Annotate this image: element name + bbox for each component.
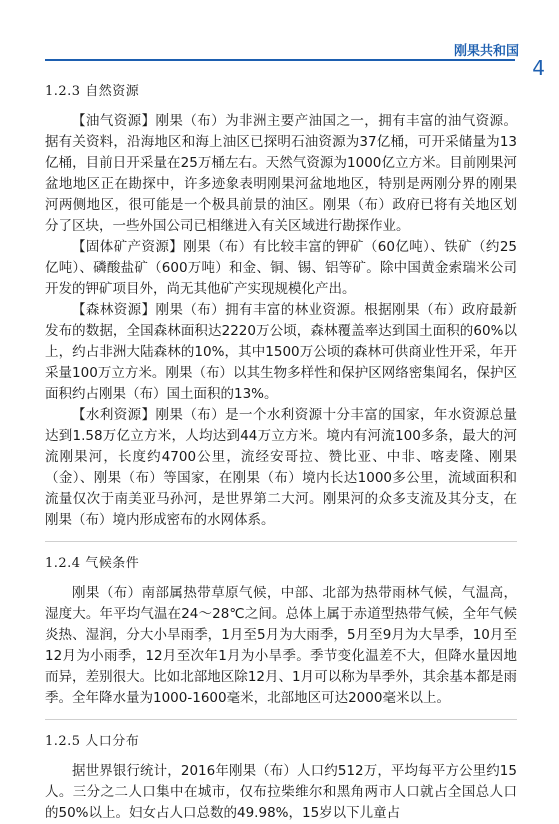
paragraph-oil-gas: 【油气资源】刚果（布）为非洲主要产油国之一，拥有丰富的油气资源。据有关资料，沿海地区和海上油区已探明石油资源为37亿桶，可开采储量为13亿桶，目前日开采量在25万桶左右。天然气资源为1000亿立方米。目前刚果河盆地地区正在勘探中，许多迹象表明刚果河盆地地区，特别是两刚分界的刚果河两侧地区，很可能是一个极具前景的油区。刚果（布）政府已将有关地区划分了区块，一些外国公司已相继进入有关区域进行勘探作业。 — [45, 113, 517, 234]
paragraph-water: 【水利资源】刚果（布）是一个水利资源十分丰富的国家，年水资源总量达到1.58万亿立方米，人均达到44万立方米。境内有河流100多条，最大的河流刚果河，长度约4700公里，流经安哥拉、赞比亚、中非、喀麦隆、刚果（金）、刚果（布）等国家，在刚果（布）境内长达1000多公里，流域面积和流量仅次于南美亚马孙河，是世界第二大河。刚果河的众多支流及其分支，在刚果（布）境内形成密布的水网体系。 — [45, 407, 517, 528]
section-population — [45, 730, 517, 824]
section-heading: 1.2.3 自然资源 — [45, 84, 140, 99]
page-body — [45, 78, 517, 824]
paragraph-solid-minerals: 【固体矿产资源】刚果（布）有比较丰富的钾矿（60亿吨）、铁矿（约25亿吨）、磷酸盐矿（600万吨）和金、铜、锡、铝等矿。除中国黄金索瑞米公司开发的钾矿项目外，尚无其他矿产实现规模化产出。 — [45, 239, 517, 297]
running-header-title: 刚果共和国 — [453, 44, 519, 59]
section-heading: 1.2.4 气候条件 — [45, 556, 140, 571]
page-number: 4 — [532, 56, 545, 80]
paragraph-climate: 刚果（布）南部属热带草原气候，中部、北部为热带雨林气候，气温高，湿度大。年平均气温在24～28℃之间。总体上属于赤道型热带气候，全年气候炎热、湿润，分大小旱雨季，1月至5月为大雨季，5月至9月为大旱季，10月至12月为小雨季，12月至次年1月为小旱季。季节变化温差不大，但降水量因地而异，差别很大。比如北部地区除12月、1月可以称为旱季外，其余基本都是雨季。全年降水量为1000-1600毫米，北部地区可达2000毫米以上。 — [45, 585, 517, 706]
header-rule — [45, 59, 515, 61]
paragraph-population: 据世界银行统计，2016年刚果（布）人口约512万，平均每平方公里约15人。三分之二人口集中在城市，仅布拉柴维尔和黑角两市人口就占全国总人口的50%以上。妇女占人口总数的49.98%，15岁以下儿童占 — [45, 763, 517, 821]
paragraph-forest: 【森林资源】刚果（布）拥有丰富的林业资源。根据刚果（布）政府最新发布的数据，全国森林面积达2220万公顷，森林覆盖率达到国土面积的60%以上，约占非洲大陆森林的10%，其中1500万公顷的森林可供商业性开采，年开采量100万立方米。刚果（布）以其生物多样性和保护区网络密集闻名，保护区面积约占刚果（布）国土面积的13%。 — [45, 302, 517, 402]
section-heading: 1.2.5 人口分布 — [45, 734, 140, 749]
section-divider — [45, 719, 517, 720]
section-natural-resources — [45, 80, 517, 531]
section-divider — [45, 541, 517, 542]
section-climate — [45, 552, 517, 709]
